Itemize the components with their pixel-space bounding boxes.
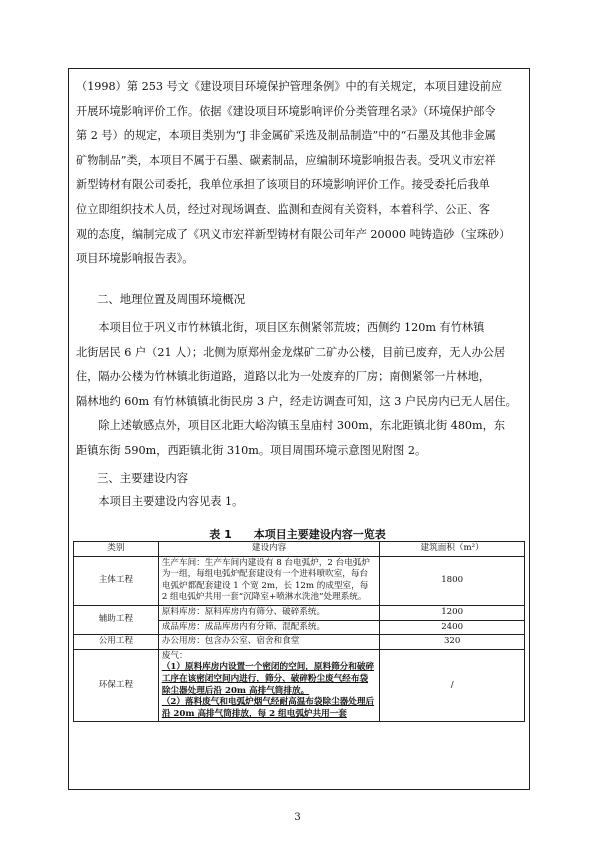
header-area: 建筑面积（m²） <box>380 542 525 557</box>
text-line: 矿物制品”类，本项目不属于石墨、碳素制品，应编制环境影响报告表。受巩义市宏祥 <box>76 153 496 167</box>
table-row <box>74 635 525 650</box>
text-line: 住，隔办公楼为竹林镇北街道路，道路以北为一处废弃的厂房；南侧紧邻一片林地， <box>76 370 490 384</box>
text-line: 本项目位于巩义市竹林镇北街，项目区东侧紧邻荒坡；西侧约 120m 有竹林镇 <box>76 321 485 334</box>
header-category: 类别 <box>74 542 159 557</box>
text-line: 新型铸材有限公司委托，我单位承担了该项目的环境影响评价工作。接受委托后我单 <box>76 178 490 192</box>
header-content: 建设内容 <box>158 542 379 557</box>
env-item-2: （2）落料废气和电弧炉烟气经耐高温布袋除尘器处理后沿 20m 高排气筒排放，每 2 组电弧炉共用一套 <box>161 697 375 719</box>
text-line: （1998）第 253 号文《建设项目环境保护管理条例》中的有关规定，本项目建设前应 <box>76 80 503 93</box>
row-area: / <box>380 649 525 722</box>
text-line: 项目环境影响报告表》。 <box>76 252 194 266</box>
row-category: 辅助工程 <box>74 605 159 634</box>
env-title: 废气： <box>161 650 188 661</box>
paragraph-sensitive-points <box>76 414 524 463</box>
text-line: 观的态度，编制完成了《巩义市宏祥新型铸材有限公司年产 20000 吨铸造砂（宝珠砂） <box>76 227 511 241</box>
text-line: 隔林地约 60m 有竹林镇镇北街民房 3 户，经走访调查可知，这 3 户民房内已无人居住。 <box>76 394 517 408</box>
table-number: 表 1 <box>209 528 232 541</box>
text-line: 北街居民 6 户（21 人）；北侧为原郑州金龙煤矿二矿办公楼，目前已废弃，无人办公居 <box>76 345 506 359</box>
section-heading-location: 二、地理位置及周围环境概况 <box>97 292 246 306</box>
row-area: 1800 <box>380 556 525 605</box>
row-content <box>158 649 379 722</box>
table-row <box>74 605 525 620</box>
row-content: 原料库房：原料库房内有筛分、破碎系统。 <box>158 605 379 620</box>
table-row <box>74 649 525 722</box>
row-content: 成品库房：成品库房内有分筛、混配系统。 <box>158 620 379 635</box>
row-category: 公用工程 <box>74 635 159 650</box>
paragraph-surroundings <box>76 316 524 414</box>
env-item-1: （1）原料库房内设置一个密闭的空间，原料筛分和破碎工序在该密闭空间内进行，筛分、破碎粉尘废气经布袋除尘器处理后沿 20m 高排气筒排放。 <box>161 662 375 696</box>
paragraph-regulations <box>76 75 524 272</box>
page-number: 3 <box>294 812 301 823</box>
text-line: 位立即组织技术人员，经过对现场调查、监测和查阅有关资料，本着科学、公正、客 <box>76 202 490 216</box>
row-area: 2400 <box>380 620 525 635</box>
table-row <box>74 556 525 605</box>
construction-table <box>73 541 525 722</box>
row-category: 环保工程 <box>74 649 159 722</box>
text-line: 开展环境影响评价工作。依据《建设项目环境影响评价分类管理名录》（环境保护部令 <box>76 104 496 118</box>
table-caption <box>0 526 595 542</box>
section-heading-construction: 三、主要建设内容 <box>97 471 189 485</box>
table-header-row <box>74 542 525 557</box>
row-area: 320 <box>380 635 525 650</box>
text-line: 距镇东街 590m，西距镇北街 310m。项目周围环境示意图见附图 2。 <box>76 443 427 457</box>
text-line: 本项目主要建设内容见表 1。 <box>76 495 244 508</box>
text-line: 除上述敏感点外，项目区北距大峪沟镇玉皇庙村 300m，东北距镇北街 480m，东 <box>76 419 506 432</box>
text-line: 第 2 号）的规定，本项目类别为“J 非金属矿采选及制品制造”中的“石墨及其他非金属 <box>76 129 496 143</box>
row-area: 1200 <box>380 605 525 620</box>
row-category: 主体工程 <box>74 556 159 605</box>
table-title: 本项目主要建设内容一览表 <box>253 528 386 541</box>
row-content: 办公用房：包含办公室、宿舍和食堂 <box>158 635 379 650</box>
row-content: 生产车间：生产车间内建设有 8 台电弧炉，2 台电弧炉为一组，每组电弧炉配套建设有一个进料喷吹室，每台电弧炉都配套建设 1 个宽 2m，长 12m 的成型室，每 2 组电弧炉共用一套“沉降室+喷淋水洗池”处理系统。 <box>158 556 379 605</box>
paragraph-table-ref <box>76 490 524 515</box>
